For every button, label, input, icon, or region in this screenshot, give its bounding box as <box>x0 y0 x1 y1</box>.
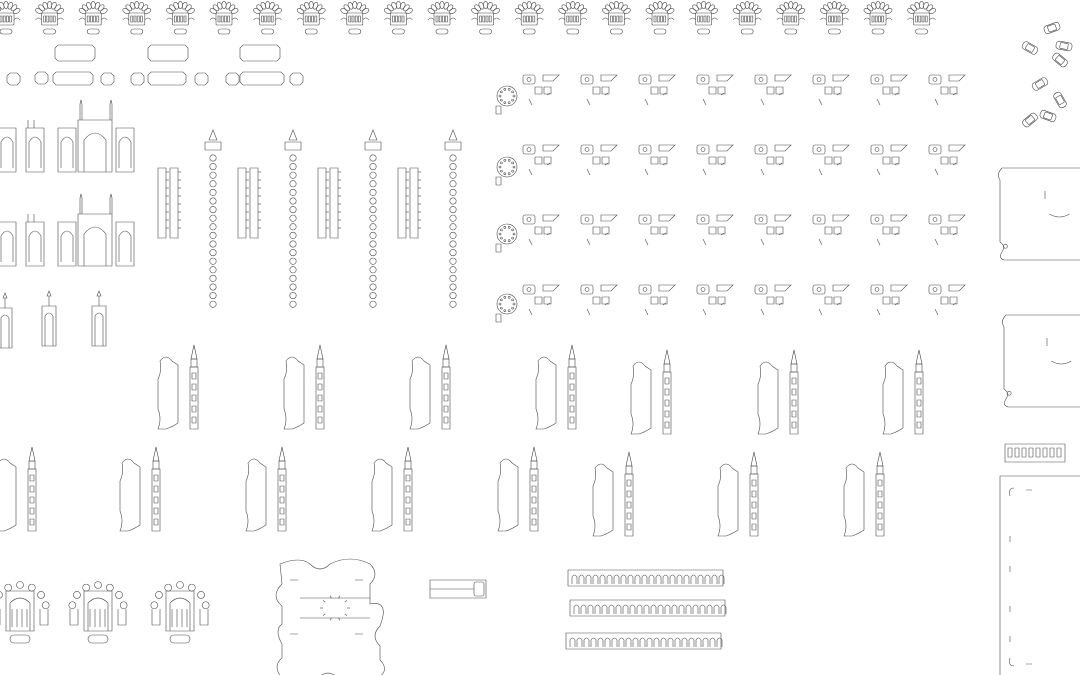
top-fan-ornament <box>863 1 893 34</box>
tag-plate <box>7 73 20 85</box>
minaret-with-arched-base <box>631 350 671 434</box>
top-fan-ornament <box>0 1 21 34</box>
notched-bracket-cluster <box>697 75 733 105</box>
notched-bracket-cluster <box>813 75 849 105</box>
minaret-with-arched-base <box>284 345 324 429</box>
spike-column-strip <box>238 168 261 238</box>
top-fan-ornament <box>35 1 65 34</box>
notched-bracket-cluster <box>523 215 559 245</box>
notched-bracket-cluster <box>929 215 965 245</box>
notched-bracket-cluster <box>813 285 849 315</box>
notched-bracket-cluster <box>755 215 791 245</box>
hinge-piece <box>430 580 486 598</box>
tag-plate <box>226 73 239 85</box>
minaret-with-arched-base <box>246 447 286 531</box>
notched-bracket-cluster <box>813 215 849 245</box>
tag-plate <box>195 73 208 85</box>
facade-tower-strip <box>0 293 12 348</box>
top-fan-ornament <box>558 1 588 34</box>
clock-dial-part <box>496 157 517 185</box>
beaded-chain <box>445 130 461 307</box>
minaret-with-arched-base <box>883 350 923 434</box>
notched-bracket-cluster <box>581 215 617 245</box>
minaret-with-arched-base <box>498 447 538 531</box>
tag-plate <box>148 72 186 85</box>
top-fan-ornament <box>340 1 370 34</box>
arched-window-fan <box>69 582 127 644</box>
facade-tower-strip <box>42 291 56 346</box>
minaret-with-arched-base <box>758 350 798 434</box>
spike-column-strip <box>398 168 421 238</box>
top-fan-ornament <box>122 1 152 34</box>
beaded-chain <box>285 130 301 307</box>
tag-plate <box>290 73 303 85</box>
minaret-with-arched-base <box>0 447 36 531</box>
side-car-piece <box>1031 77 1049 92</box>
tag-plate <box>131 73 144 85</box>
clock-dial-part <box>496 224 517 252</box>
notched-bracket-cluster <box>581 75 617 105</box>
side-car-piece <box>1021 112 1038 128</box>
minaret-with-arched-base <box>158 345 198 429</box>
arcade-strip <box>568 570 724 586</box>
notched-bracket-cluster <box>697 215 733 245</box>
notched-bracket-cluster <box>755 285 791 315</box>
notched-bracket-cluster <box>639 75 675 105</box>
minaret-with-arched-base <box>372 447 412 531</box>
notched-bracket-cluster <box>697 145 733 175</box>
base-plate <box>1002 315 1080 407</box>
notched-bracket-cluster <box>755 75 791 105</box>
notched-bracket-cluster <box>871 145 907 175</box>
arcade-strip <box>566 633 722 649</box>
tag-plate <box>55 45 95 61</box>
notched-bracket-cluster <box>813 145 849 175</box>
top-fan-ornament <box>907 1 937 34</box>
arcade-block <box>1005 444 1065 462</box>
tag-plate <box>148 45 188 61</box>
notched-bracket-cluster <box>639 215 675 245</box>
notched-bracket-cluster <box>523 285 559 315</box>
spike-column-strip <box>158 168 181 238</box>
notched-bracket-cluster <box>871 285 907 315</box>
top-fan-ornament <box>689 1 719 34</box>
side-car-piece <box>1039 110 1057 123</box>
tag-plate <box>53 72 93 85</box>
minaret-with-arched-base <box>120 447 160 531</box>
side-car-piece <box>1043 22 1061 35</box>
base-plate-large <box>1000 476 1080 675</box>
side-car-piece <box>1053 91 1068 109</box>
top-fan-ornament <box>514 1 544 34</box>
tag-plate <box>35 72 48 84</box>
top-fan-ornament <box>209 1 239 34</box>
notched-bracket-cluster <box>523 145 559 175</box>
side-car-piece <box>1051 52 1068 68</box>
beaded-chain <box>205 130 221 307</box>
notched-bracket-cluster <box>523 75 559 105</box>
tag-plate <box>240 72 284 85</box>
minaret-with-arched-base <box>844 452 884 536</box>
notched-bracket-cluster <box>871 75 907 105</box>
notched-bracket-cluster <box>929 75 965 105</box>
side-car-piece <box>1021 41 1039 56</box>
top-fan-ornament <box>776 1 806 34</box>
minaret-with-arched-base <box>593 452 633 536</box>
top-fan-ornament <box>471 1 501 34</box>
notched-bracket-cluster <box>639 145 675 175</box>
facade-tower-strip <box>92 291 106 346</box>
arcade-strip <box>570 600 726 616</box>
clock-dial-part <box>496 294 517 322</box>
notched-bracket-cluster <box>755 145 791 175</box>
top-fan-ornament <box>166 1 196 34</box>
facade-panel <box>0 194 134 266</box>
top-fan-ornament <box>820 1 850 34</box>
minaret-with-arched-base <box>410 345 450 429</box>
top-fan-ornament <box>427 1 457 34</box>
notched-bracket-cluster <box>697 285 733 315</box>
cross-floor-plate <box>276 559 385 675</box>
top-fan-ornament <box>78 1 108 34</box>
notched-bracket-cluster <box>581 145 617 175</box>
notched-bracket-cluster <box>639 285 675 315</box>
spike-column-strip <box>318 168 341 238</box>
tag-plate <box>240 45 280 61</box>
top-fan-ornament <box>384 1 414 34</box>
minaret-with-arched-base <box>536 345 576 429</box>
minaret-with-arched-base <box>718 452 758 536</box>
top-fan-ornament <box>602 1 632 34</box>
notched-bracket-cluster <box>871 215 907 245</box>
facade-panel <box>0 100 134 172</box>
beaded-chain <box>365 130 381 307</box>
top-fan-ornament <box>645 1 675 34</box>
notched-bracket-cluster <box>929 145 965 175</box>
arched-window-fan <box>0 582 49 644</box>
top-fan-ornament <box>296 1 326 34</box>
tag-plate <box>101 73 114 85</box>
top-fan-ornament <box>732 1 762 34</box>
arched-window-fan <box>151 582 209 644</box>
notched-bracket-cluster <box>581 285 617 315</box>
side-car-piece <box>1055 41 1072 52</box>
clock-dial-part <box>496 86 517 114</box>
base-plate <box>998 168 1080 260</box>
notched-bracket-cluster <box>929 285 965 315</box>
top-fan-ornament <box>253 1 283 34</box>
